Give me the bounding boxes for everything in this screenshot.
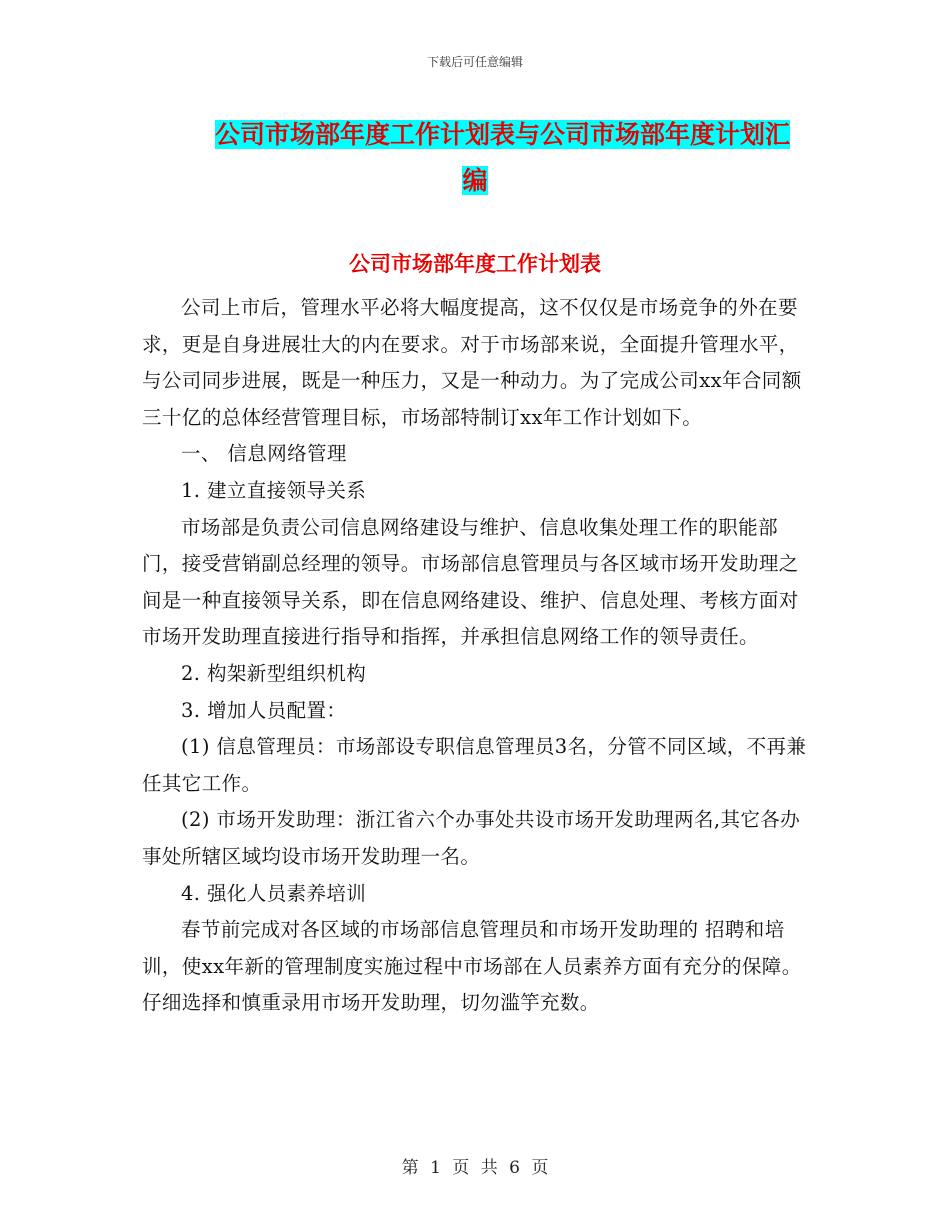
document-title-line-1: 公司市场部年度工作计划表与公司市场部年度计划汇 [214, 120, 790, 149]
paragraph-leadership: 市场部是负责公司信息网络建设与维护、信息收集处理工作的职能部门，接受营销副总经理的领导。市场部信息管理员与各区域市场开发助理之间是一种直接领导关系，即在信息网络建设、维护、信息处理、考核方面对市场开发助理直接进行指导和指挥，并承担信息网络工作的领导责任。 [142, 515, 799, 649]
header-note: 下载后可任意编辑 [426, 55, 523, 69]
document-body [142, 290, 810, 1022]
item-organization: 2. 构架新型组织机构 [181, 661, 367, 685]
paragraph-intro: 公司上市后，管理水平必将大幅度提高，这不仅仅是市场竞争的外在要求，更是自身进展壮大的内在要求。对于市场部来说，全面提升管理水平，与公司同步进展，既是一种压力，又是一种动力。为了完成公司xx年合同额三十亿的总体经营管理目标，市场部特制订xx年工作计划如下。 [142, 296, 802, 429]
section-title: 公司市场部年度工作计划表 [349, 252, 601, 276]
document-title-line-2: 编 [462, 166, 488, 195]
heading-info-network: 一、 信息网络管理 [181, 442, 347, 466]
paragraph-training: 春节前完成对各区域的市场部信息管理员和市场开发助理的 招聘和培训，使xx年新的管理制度实施过程中市场部在人员素养方面有充分的保障。仔细选择和慎重录用市场开发助理，切勿滥竽充数。 [142, 918, 802, 1015]
page-number: 第 1 页 共 6 页 [401, 1158, 549, 1178]
item-training: 4. 强化人员素养培训 [181, 881, 367, 905]
item-market-assistant: (2) 市场开发助理：浙江省六个办事处共设市场开发助理两名,其它各办事处所辖区域均设市场开发助理一名。 [142, 808, 801, 868]
item-info-manager: (1) 信息管理员：市场部设专职信息管理员3名，分管不同区域，不再兼任其它工作。 [142, 735, 807, 795]
item-staffing: 3. 增加人员配置： [181, 698, 347, 722]
item-leadership: 1. 建立直接领导关系 [181, 478, 367, 502]
document-title [0, 112, 950, 204]
